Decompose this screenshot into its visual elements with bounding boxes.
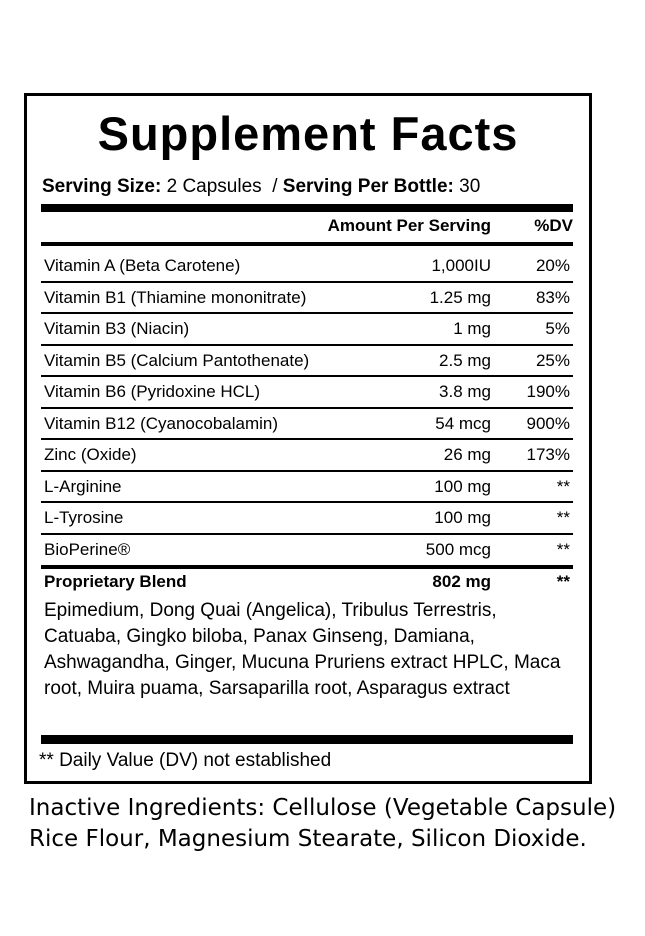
nutrient-dv: 173% — [526, 445, 570, 464]
nutrient-amount: 2.5 mg — [439, 350, 491, 370]
nutrient-name: BioPerine® — [44, 539, 131, 559]
nutrient-dv: 5% — [545, 319, 570, 338]
nutrient-amount: 1 mg — [453, 319, 491, 338]
nutrient-row — [41, 409, 573, 441]
blend-amount: 802 mg — [432, 572, 491, 591]
nutrient-dv: ** — [556, 508, 570, 527]
inactive-line-2: Rice Flour, Magnesium Stearate, Silicon Dioxide. — [29, 826, 587, 852]
nutrient-row — [41, 440, 573, 472]
serving-size-label: Serving Size: — [42, 176, 162, 197]
blend-dv: ** — [556, 572, 570, 591]
serving-size-value: 2 Capsules — [161, 176, 262, 197]
nutrient-amount: 3.8 mg — [439, 382, 491, 401]
nutrient-name: Vitamin B1 (Thiamine mononitrate) — [44, 287, 307, 307]
nutrient-dv: 900% — [526, 413, 570, 433]
column-header — [41, 216, 573, 240]
nutrient-name: L-Tyrosine — [44, 508, 124, 527]
nutrient-amount: 100 mg — [434, 508, 491, 527]
nutrient-dv: ** — [556, 539, 570, 559]
nutrient-name: Vitamin A (Beta Carotene) — [44, 256, 241, 275]
nutrient-name: Vitamin B12 (Cyanocobalamin) — [44, 413, 279, 433]
dv-header: %DV — [534, 216, 573, 235]
inactive-line-1: Inactive Ingredients: Cellulose (Vegetable Capsule) — [29, 795, 617, 821]
bottom-divider — [41, 735, 573, 744]
blend-ingredients: Epimedium, Dong Quai (Angelica), Tribulus Terrestris, Catuaba, Gingko biloba, Panax Ginseng, Damiana, Ashwagandha, Ginger, Mucuna Pruriens extract HPLC, Maca root, Muira puama, Sarsaparilla root, Asparagus extract — [44, 600, 561, 699]
nutrient-amount: 100 mg — [434, 476, 491, 496]
nutrient-row — [41, 251, 573, 283]
top-divider — [41, 204, 573, 212]
nutrient-amount: 500 mcg — [425, 539, 491, 559]
nutrient-row — [41, 377, 573, 409]
blend-name: Proprietary Blend — [44, 572, 187, 591]
nutrient-dv: 20% — [535, 256, 570, 275]
nutrient-row — [41, 472, 573, 504]
nutrient-dv: 190% — [526, 382, 570, 401]
header-divider — [41, 242, 573, 246]
inactive-ingredients — [29, 793, 629, 855]
nutrient-amount: 26 mg — [443, 445, 491, 464]
nutrient-dv: ** — [556, 476, 570, 496]
nutrient-dv: 25% — [535, 350, 570, 370]
nutrient-amount: 1.25 mg — [429, 287, 491, 307]
nutrient-name: Vitamin B3 (Niacin) — [44, 319, 190, 338]
nutrient-name: Vitamin B6 (Pyridoxine HCL) — [44, 382, 261, 401]
amount-header: Amount Per Serving — [327, 216, 491, 235]
nutrient-name: L-Arginine — [44, 476, 122, 496]
nutrient-name: Zinc (Oxide) — [44, 445, 137, 464]
daily-value-footnote: ** Daily Value (DV) not established — [39, 750, 332, 771]
nutrient-amount: 54 mcg — [435, 413, 491, 433]
nutrient-row — [41, 314, 573, 346]
nutrient-rows — [41, 251, 573, 564]
proprietary-blend-row — [41, 570, 573, 594]
serving-per-bottle-label: Serving Per Bottle: — [282, 176, 454, 197]
serving-info — [42, 176, 480, 198]
nutrient-name: Vitamin B5 (Calcium Pantothenate) — [44, 350, 310, 370]
blend-divider — [41, 565, 573, 569]
nutrient-row — [41, 283, 573, 315]
serving-per-bottle-value: 30 — [453, 176, 481, 197]
nutrient-row — [41, 535, 573, 565]
serving-separator: / — [261, 176, 283, 197]
panel-title: Supplement Facts — [97, 107, 519, 160]
nutrient-row — [41, 503, 573, 535]
nutrient-dv: 83% — [535, 287, 570, 307]
supplement-facts-panel — [24, 93, 592, 784]
nutrient-row — [41, 346, 573, 378]
nutrient-amount: 1,000IU — [431, 256, 491, 275]
